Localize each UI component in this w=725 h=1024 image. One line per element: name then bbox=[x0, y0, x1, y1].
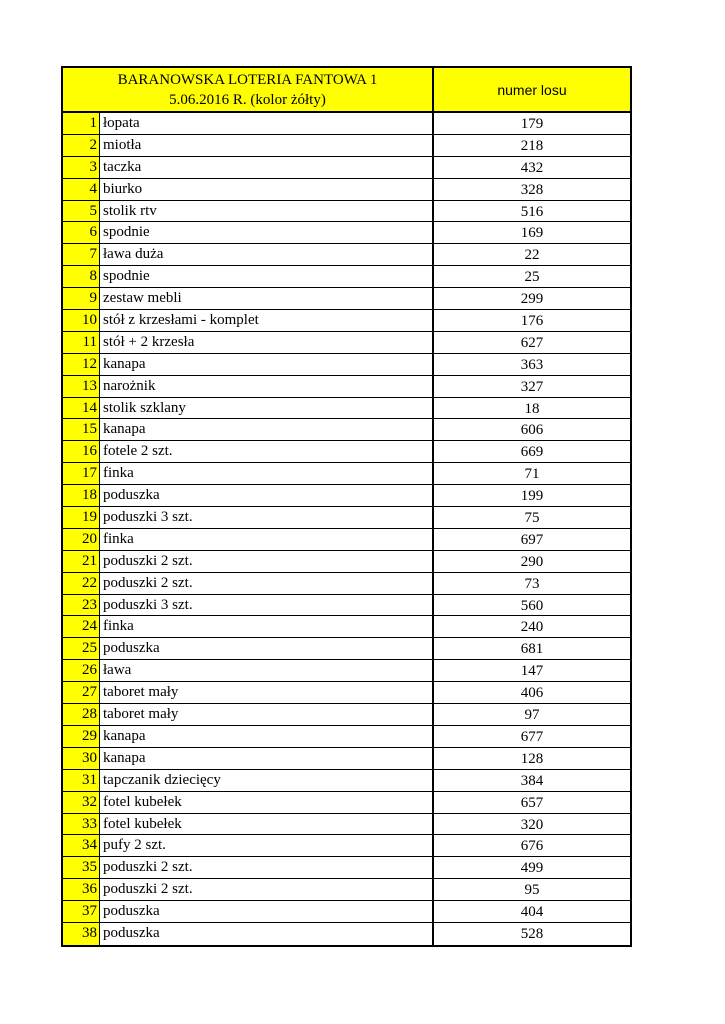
title-line-1: BARANOWSKA LOTERIA FANTOWA 1 bbox=[117, 71, 378, 88]
ticket-number: 97 bbox=[524, 707, 540, 724]
prize-name: tapczanik dziecięcy bbox=[100, 770, 434, 791]
table-row bbox=[63, 179, 630, 201]
prize-name: ława duża bbox=[100, 244, 434, 265]
prize-name: fotel kubełek bbox=[100, 814, 434, 835]
ticket-number: 176 bbox=[520, 313, 544, 330]
ticket-number: 657 bbox=[520, 794, 544, 811]
table-row bbox=[63, 792, 630, 814]
row-number: 14 bbox=[63, 398, 100, 419]
ticket-number: 95 bbox=[524, 882, 540, 899]
row-number: 4 bbox=[63, 179, 100, 200]
prize-name: kanapa bbox=[100, 726, 434, 747]
row-number: 3 bbox=[63, 157, 100, 178]
row-number: 25 bbox=[63, 638, 100, 659]
ticket-number: 432 bbox=[520, 159, 544, 176]
prize-name: taboret mały bbox=[100, 682, 434, 703]
table-row bbox=[63, 332, 630, 354]
table-body bbox=[63, 113, 630, 945]
table-row bbox=[63, 638, 630, 660]
ticket-number: 406 bbox=[520, 685, 544, 702]
prize-name: poduszka bbox=[100, 901, 434, 922]
ticket-number: 384 bbox=[520, 772, 544, 789]
column-header-number: numer losu bbox=[434, 68, 630, 111]
ticket-number: 25 bbox=[524, 269, 540, 286]
ticket-number: 75 bbox=[524, 510, 540, 527]
table-row bbox=[63, 573, 630, 595]
ticket-number: 73 bbox=[524, 575, 540, 592]
row-number: 29 bbox=[63, 726, 100, 747]
ticket-number: 404 bbox=[520, 904, 544, 921]
ticket-number: 528 bbox=[520, 925, 544, 942]
table-row bbox=[63, 288, 630, 310]
table-row bbox=[63, 266, 630, 288]
ticket-number: 128 bbox=[520, 750, 544, 767]
row-number: 2 bbox=[63, 135, 100, 156]
ticket-number: 147 bbox=[520, 663, 544, 680]
row-number: 27 bbox=[63, 682, 100, 703]
ticket-number: 240 bbox=[520, 619, 544, 636]
prize-name: miotła bbox=[100, 135, 434, 156]
ticket-number: 516 bbox=[520, 203, 544, 220]
table-row bbox=[63, 682, 630, 704]
prize-name: biurko bbox=[100, 179, 434, 200]
table-row bbox=[63, 616, 630, 638]
prize-name: ława bbox=[100, 660, 434, 681]
prize-name: poduszki 2 szt. bbox=[100, 573, 434, 594]
row-number: 38 bbox=[63, 923, 100, 945]
row-number: 19 bbox=[63, 507, 100, 528]
table-row bbox=[63, 551, 630, 573]
row-number: 17 bbox=[63, 463, 100, 484]
ticket-number: 179 bbox=[520, 116, 544, 132]
prize-name: kanapa bbox=[100, 748, 434, 769]
table-row bbox=[63, 879, 630, 901]
row-number: 6 bbox=[63, 222, 100, 243]
row-number: 8 bbox=[63, 266, 100, 287]
ticket-number: 327 bbox=[520, 378, 544, 395]
row-number: 37 bbox=[63, 901, 100, 922]
table-row bbox=[63, 310, 630, 332]
ticket-number: 18 bbox=[524, 400, 540, 417]
table-row bbox=[63, 135, 630, 157]
table-row bbox=[63, 113, 630, 135]
prize-name: poduszka bbox=[100, 923, 434, 945]
prize-name: łopata bbox=[100, 113, 434, 134]
ticket-number: 169 bbox=[520, 225, 544, 242]
row-number: 21 bbox=[63, 551, 100, 572]
row-number: 1 bbox=[63, 113, 100, 134]
prize-name: taboret mały bbox=[100, 704, 434, 725]
ticket-number: 606 bbox=[520, 422, 544, 439]
table-row bbox=[63, 222, 630, 244]
prize-name: poduszka bbox=[100, 485, 434, 506]
ticket-number: 560 bbox=[520, 597, 544, 614]
row-number: 30 bbox=[63, 748, 100, 769]
ticket-number: 697 bbox=[520, 531, 544, 548]
ticket-number: 363 bbox=[520, 356, 544, 373]
prize-name: stolik szklany bbox=[100, 398, 434, 419]
row-number: 22 bbox=[63, 573, 100, 594]
ticket-number: 676 bbox=[520, 838, 544, 855]
prize-name: finka bbox=[100, 616, 434, 637]
row-number: 10 bbox=[63, 310, 100, 331]
ticket-number: 627 bbox=[520, 334, 544, 351]
prize-name: stół + 2 krzesła bbox=[100, 332, 434, 353]
table-row bbox=[63, 398, 630, 420]
ticket-number: 681 bbox=[520, 641, 544, 658]
ticket-number: 499 bbox=[520, 860, 544, 877]
table-row bbox=[63, 814, 630, 836]
table-row bbox=[63, 835, 630, 857]
row-number: 16 bbox=[63, 441, 100, 462]
table-row bbox=[63, 529, 630, 551]
ticket-number: 199 bbox=[520, 488, 544, 505]
table-row bbox=[63, 507, 630, 529]
table-row bbox=[63, 704, 630, 726]
row-number: 36 bbox=[63, 879, 100, 900]
table-row bbox=[63, 376, 630, 398]
prize-name: spodnie bbox=[100, 222, 434, 243]
row-number: 32 bbox=[63, 792, 100, 813]
ticket-number: 71 bbox=[524, 466, 540, 483]
table-row bbox=[63, 201, 630, 223]
row-number: 31 bbox=[63, 770, 100, 791]
table-title bbox=[63, 68, 434, 111]
row-number: 9 bbox=[63, 288, 100, 309]
prize-name: poduszki 3 szt. bbox=[100, 595, 434, 616]
row-number: 33 bbox=[63, 814, 100, 835]
prize-name: kanapa bbox=[100, 419, 434, 440]
ticket-number: 299 bbox=[520, 291, 544, 308]
lottery-table bbox=[61, 66, 632, 947]
table-header bbox=[63, 68, 630, 113]
table-row bbox=[63, 748, 630, 770]
table-row bbox=[63, 770, 630, 792]
ticket-number: 669 bbox=[520, 444, 544, 461]
row-number: 12 bbox=[63, 354, 100, 375]
row-number: 26 bbox=[63, 660, 100, 681]
title-line-2: 5.06.2016 R. (kolor żółty) bbox=[169, 91, 326, 108]
row-number: 13 bbox=[63, 376, 100, 397]
row-number: 7 bbox=[63, 244, 100, 265]
row-number: 20 bbox=[63, 529, 100, 550]
table-row bbox=[63, 244, 630, 266]
table-row bbox=[63, 419, 630, 441]
table-row bbox=[63, 660, 630, 682]
prize-name: stolik rtv bbox=[100, 201, 434, 222]
table-row bbox=[63, 923, 630, 945]
ticket-number: 290 bbox=[520, 553, 544, 570]
prize-name: stół z krzesłami - komplet bbox=[100, 310, 434, 331]
prize-name: narożnik bbox=[100, 376, 434, 397]
row-number: 23 bbox=[63, 595, 100, 616]
row-number: 28 bbox=[63, 704, 100, 725]
row-number: 5 bbox=[63, 201, 100, 222]
ticket-number: 320 bbox=[520, 816, 544, 833]
row-number: 35 bbox=[63, 857, 100, 878]
prize-name: pufy 2 szt. bbox=[100, 835, 434, 856]
ticket-number: 677 bbox=[520, 728, 544, 745]
row-number: 24 bbox=[63, 616, 100, 637]
ticket-number: 22 bbox=[524, 247, 540, 264]
prize-name: poduszki 3 szt. bbox=[100, 507, 434, 528]
prize-name: poduszka bbox=[100, 638, 434, 659]
prize-name: finka bbox=[100, 463, 434, 484]
prize-name: poduszki 2 szt. bbox=[100, 857, 434, 878]
ticket-number: 218 bbox=[520, 137, 544, 154]
prize-name: spodnie bbox=[100, 266, 434, 287]
table-row bbox=[63, 726, 630, 748]
prize-name: fotele 2 szt. bbox=[100, 441, 434, 462]
prize-name: fotel kubełek bbox=[100, 792, 434, 813]
row-number: 18 bbox=[63, 485, 100, 506]
prize-name: taczka bbox=[100, 157, 434, 178]
prize-name: zestaw mebli bbox=[100, 288, 434, 309]
prize-name: poduszki 2 szt. bbox=[100, 879, 434, 900]
table-row bbox=[63, 463, 630, 485]
prize-name: kanapa bbox=[100, 354, 434, 375]
table-row bbox=[63, 441, 630, 463]
table-row bbox=[63, 901, 630, 923]
prize-name: poduszki 2 szt. bbox=[100, 551, 434, 572]
table-row bbox=[63, 354, 630, 376]
row-number: 34 bbox=[63, 835, 100, 856]
row-number: 15 bbox=[63, 419, 100, 440]
table-row bbox=[63, 485, 630, 507]
ticket-number: 328 bbox=[520, 181, 544, 198]
row-number: 11 bbox=[63, 332, 100, 353]
table-row bbox=[63, 857, 630, 879]
table-row bbox=[63, 157, 630, 179]
prize-name: finka bbox=[100, 529, 434, 550]
table-row bbox=[63, 595, 630, 617]
